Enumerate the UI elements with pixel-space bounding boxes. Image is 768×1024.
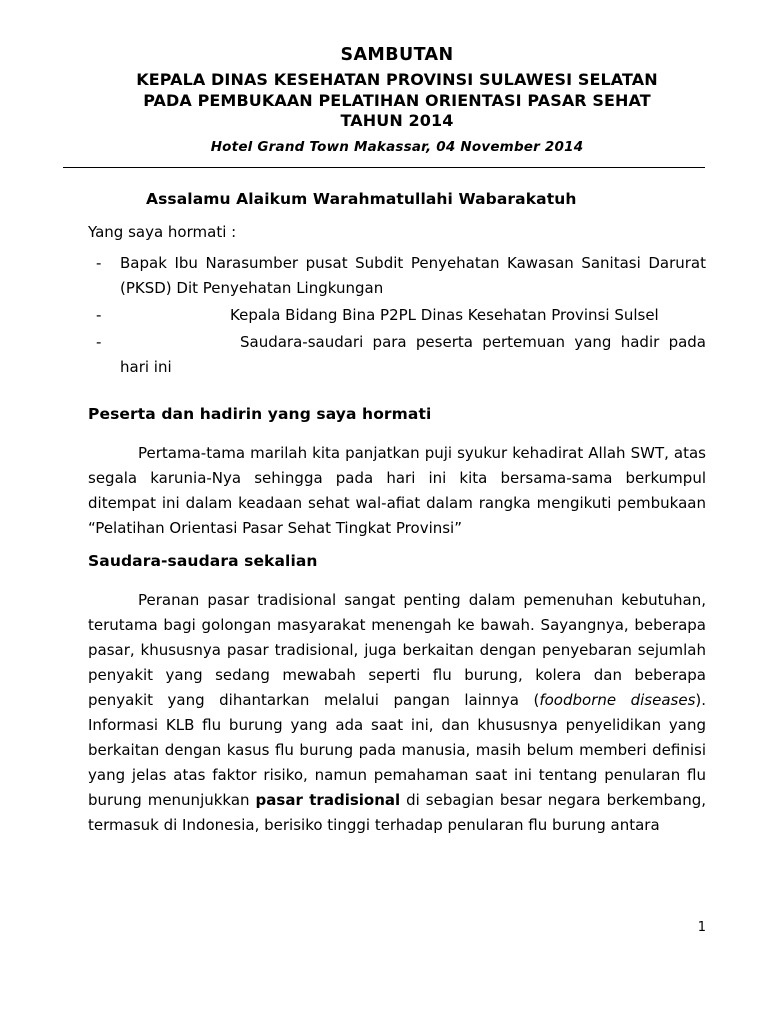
document-subtitle-line-1: KEPALA DINAS KESEHATAN PROVINSI SULAWESI SELATAN [136, 70, 658, 90]
paragraph-2-segment-1: Peranan pasar tradisional sangat penting dalam pemenuhan kebutuhan, terutama bagi golongan masyarakat menengah ke bawah. Sayangnya, beberapa pasar, khususnya pasar tradisional, juga berkaitan dengan penyebaran sejumlah penyakit yang sedang mewabah seperti flu burung, kolera dan beberapa penyakit yang dihantarkan melalui pangan lainnya ( [88, 591, 706, 710]
document-header [88, 0, 706, 156]
list-item-label: Kepala Bidang Bina P2PL Dinas Kesehatan Provinsi Sulsel [230, 306, 659, 325]
page-number: 1 [697, 920, 706, 935]
document-subtitle-line-3: TAHUN 2014 [340, 111, 454, 131]
paragraph-2-segment-2: ). Informasi KLB flu burung yang ada saat ini, dan khususnya penyelidikan yang berkaitan dengan kasus flu burung pada manusia, masih belum memberi definisi yang jelas atas faktor risiko, namun pemahaman saat ini tentang penularan flu burung menunjukkan [88, 691, 707, 810]
paragraph-2-bold-term: pasar tradisional [255, 791, 401, 810]
list-item-label: Bapak Ibu Narasumber pusat Subdit Penyehatan Kawasan Sanitasi Darurat (PKSD) Dit Penyehatan Lingkungan [120, 254, 706, 298]
section-heading-2: Saudara-saudara sekalian [88, 552, 318, 571]
document-subtitle-line-2: PADA PEMBUKAAN PELATIHAN ORIENTASI PASAR SEHAT [143, 90, 651, 110]
list-item-dash: - [96, 306, 102, 325]
salutation-heading: Assalamu Alaikum Warahmatullahi Wabarakatuh [146, 190, 577, 209]
list-item [88, 330, 706, 380]
addressee-list [88, 251, 706, 380]
list-item-dash: - [96, 254, 102, 273]
body-paragraph-1: Pertama-tama marilah kita panjatkan puji syukur kehadirat Allah SWT, atas segala karunia-Nya sehingga pada hari ini kita bersama-sama berkumpul ditempat ini dalam keadaan sehat wal-afiat dalam rangka mengikuti pembukaan “Pelatihan Orientasi Pasar Sehat Tingkat Provinsi” [88, 444, 706, 538]
header-divider [63, 167, 705, 168]
document-content [88, 0, 706, 838]
section-heading-1: Peserta dan hadirin yang saya hormati [88, 405, 432, 424]
list-item-label: Saudara-saudari para peserta pertemuan yang hadir pada hari ini [120, 333, 706, 377]
document-title: SAMBUTAN [340, 45, 454, 65]
addressee-intro: Yang saya hormati : [88, 223, 237, 242]
paragraph-2-segment-3: di sebagian besar negara berkembang, termasuk di Indonesia, berisiko tinggi terhadap penularan flu burung antara [88, 791, 706, 835]
paragraph-2-italic-term: foodborne diseases [539, 691, 696, 710]
list-item [88, 251, 706, 301]
list-item [88, 303, 706, 328]
document-venue-date: Hotel Grand Town Makassar, 04 November 2014 [210, 138, 584, 155]
body-paragraph-2 [88, 588, 706, 838]
list-item-dash: - [96, 333, 102, 352]
